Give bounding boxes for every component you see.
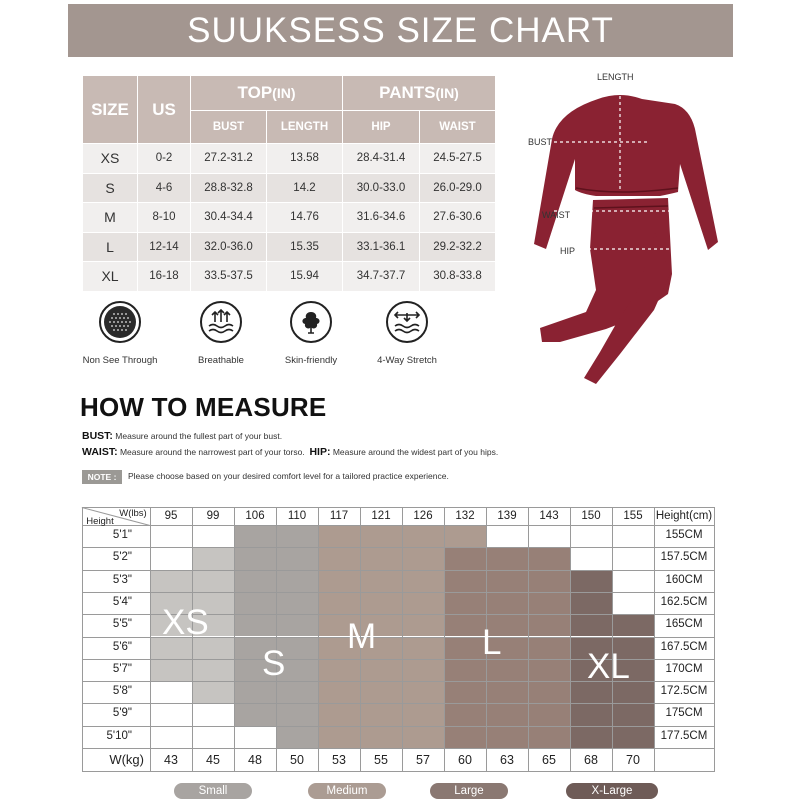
weight-lbs-header: 117 <box>329 510 349 522</box>
header-top: TOP(IN) <box>191 76 343 111</box>
height-cm-header: Height(cm) <box>655 510 713 522</box>
title-banner <box>68 4 733 57</box>
size-cell-s <box>276 681 318 703</box>
cell-us: 16-18 <box>138 262 191 292</box>
weight-kg-value: 55 <box>374 753 388 767</box>
size-cell-m <box>360 703 402 725</box>
size-cell-s <box>276 547 318 569</box>
weight-lbs-header: 110 <box>287 510 307 522</box>
size-cell-l <box>528 703 570 725</box>
grid-line <box>82 703 714 704</box>
size-cell-s <box>234 703 276 725</box>
weight-kg-value: 43 <box>164 753 178 767</box>
cell-waist: 30.8-33.8 <box>420 262 496 292</box>
label-length: LENGTH <box>597 72 634 82</box>
height-cm-label: 170CM <box>665 662 703 675</box>
grid-line <box>570 507 571 771</box>
cell-waist: 26.0-29.0 <box>420 173 496 203</box>
legend-pill-medium: Medium <box>308 783 386 799</box>
size-cell-l <box>444 681 486 703</box>
size-cell-s <box>276 703 318 725</box>
cell-size: M <box>83 203 138 233</box>
weight-lbs-header: 150 <box>581 510 601 522</box>
cell-bust: 28.8-32.8 <box>191 173 267 203</box>
weight-lbs-header: 99 <box>206 510 220 522</box>
size-cell-m <box>360 525 402 547</box>
height-cm-label: 165CM <box>665 618 703 631</box>
note-badge: NOTE : <box>82 470 122 484</box>
size-cell-l <box>528 614 570 636</box>
size-label-xs: XS <box>162 603 209 642</box>
grid-line <box>318 507 319 771</box>
skin-friendly-icon <box>289 300 333 344</box>
size-cell-xl <box>612 614 654 636</box>
cell-hip: 34.7-37.7 <box>343 262 420 292</box>
cell-us: 8-10 <box>138 203 191 233</box>
height-cm-label: 155CM <box>665 529 703 541</box>
stretch-icon <box>385 300 429 344</box>
size-cell-l <box>444 547 486 569</box>
label-bust: BUST <box>528 137 553 147</box>
legend-pill-small: Small <box>174 783 252 799</box>
outfit-drawing <box>520 64 760 399</box>
weight-kg-value: 57 <box>416 753 430 767</box>
size-cell-l <box>444 614 486 636</box>
cell-bust: 32.0-36.0 <box>191 232 267 262</box>
grid-line <box>82 525 714 526</box>
weight-kg-value: 60 <box>458 753 472 767</box>
size-cell-l <box>528 637 570 659</box>
cell-bust: 30.4-34.4 <box>191 203 267 233</box>
height-ft-label: 5'7" <box>112 662 132 675</box>
cell-bust: 33.5-37.5 <box>191 262 267 292</box>
size-cell-m <box>318 570 360 592</box>
feature-label: 4-Way Stretch <box>377 355 437 366</box>
legend-pill-x-large: X-Large <box>566 783 658 799</box>
size-cell-xs <box>192 570 234 592</box>
size-cell-l <box>528 726 570 748</box>
header-size: SIZE <box>83 76 138 144</box>
size-cell-m <box>402 592 444 614</box>
size-cell-xl <box>570 614 612 636</box>
height-ft-label: 5'9" <box>112 707 132 720</box>
height-cm-label: 162.5CM <box>660 595 708 608</box>
weight-kg-value: 63 <box>500 753 514 767</box>
grid-line <box>82 726 714 727</box>
size-cell-l <box>444 659 486 681</box>
grid-line <box>402 507 403 771</box>
size-cell-l <box>528 570 570 592</box>
size-cell-m <box>402 703 444 725</box>
grid-line <box>276 507 277 771</box>
feature-non-see-through <box>70 300 170 366</box>
size-cell-l <box>528 547 570 569</box>
header-us: US <box>138 76 191 144</box>
height-ft-label: 5'5" <box>112 618 132 631</box>
size-label-m: M <box>347 617 377 656</box>
height-ft-label: 5'4" <box>112 595 132 608</box>
size-cell-xs <box>192 547 234 569</box>
label-waist: WAIST <box>542 210 571 220</box>
feature-label: Breathable <box>198 355 244 366</box>
outfit-illustration <box>520 64 760 399</box>
weight-lbs-header: 126 <box>413 510 433 522</box>
weight-lbs-header: 143 <box>539 510 559 522</box>
size-cell-m <box>318 681 360 703</box>
height-ft-label: 5'3" <box>112 573 132 586</box>
size-cell-l <box>528 659 570 681</box>
size-row <box>83 232 496 262</box>
cell-waist: 24.5-27.5 <box>420 144 496 174</box>
size-cell-m <box>402 547 444 569</box>
corner-weight-label: W(lbs) <box>119 508 147 519</box>
height-cm-label: 175CM <box>665 707 703 720</box>
size-cell-m <box>318 525 360 547</box>
grid-line <box>82 570 714 571</box>
cell-length: 14.76 <box>267 203 343 233</box>
size-cell-m <box>402 659 444 681</box>
size-cell-m <box>318 703 360 725</box>
size-cell-xs <box>150 570 192 592</box>
size-label-l: L <box>482 623 502 662</box>
size-cell-l <box>444 637 486 659</box>
size-cell-m <box>402 726 444 748</box>
size-cell-m <box>318 547 360 569</box>
grid-line <box>82 547 714 548</box>
size-cell-xl <box>570 703 612 725</box>
cell-length: 15.35 <box>267 232 343 262</box>
height-cm-label: 177.5CM <box>660 729 708 742</box>
label-hip: HIP <box>560 246 576 256</box>
weight-lbs-header: 132 <box>455 510 475 522</box>
header-bust: BUST <box>191 111 267 144</box>
note-text: Please choose based on your desired comfort level for a tailored practice experience. <box>128 471 449 481</box>
corner-height-label: Height <box>86 516 114 527</box>
cell-length: 14.2 <box>267 173 343 203</box>
height-ft-label: 5'6" <box>112 640 132 653</box>
cell-us: 4-6 <box>138 173 191 203</box>
grid-line <box>444 507 445 771</box>
size-label-s: S <box>262 644 286 683</box>
weight-kg-value: 48 <box>248 753 262 767</box>
feature-4-way-stretch <box>357 300 457 366</box>
size-cell-l <box>528 681 570 703</box>
feature-breathable <box>171 300 271 366</box>
grid-line <box>714 507 715 772</box>
cell-hip: 28.4-31.4 <box>343 144 420 174</box>
height-ft-label: 5'2" <box>112 551 132 564</box>
grid-line <box>82 592 714 593</box>
size-cell-l <box>486 592 528 614</box>
cell-length: 15.94 <box>267 262 343 292</box>
height-ft-label: 5'10" <box>106 729 132 742</box>
size-cell-l <box>486 681 528 703</box>
size-cell-m <box>402 570 444 592</box>
cell-us: 12-14 <box>138 232 191 262</box>
weight-kg-value: 70 <box>626 753 640 767</box>
mesh-fabric-icon <box>98 300 142 344</box>
weight-lbs-header: 106 <box>245 510 265 522</box>
size-cell-xs <box>150 659 192 681</box>
size-cell-s <box>234 547 276 569</box>
size-cell-m <box>444 525 486 547</box>
feature-label: Skin-friendly <box>284 355 338 366</box>
page-title: SUUKSESS SIZE CHART <box>187 11 614 50</box>
size-table <box>82 75 496 292</box>
header-length: LENGTH <box>267 111 343 144</box>
grid-line <box>150 507 151 771</box>
cell-hip: 31.6-34.6 <box>343 203 420 233</box>
bust-instruction: BUST: Measure around the fullest part of your bust. <box>82 430 283 442</box>
size-row <box>83 203 496 233</box>
breathable-icon <box>199 300 243 344</box>
cell-size: XL <box>83 262 138 292</box>
grid-line <box>234 507 235 771</box>
size-cell-xl <box>570 726 612 748</box>
height-ft-label: 5'1" <box>112 529 132 541</box>
cell-waist: 29.2-32.2 <box>420 232 496 262</box>
grid-line <box>82 771 714 772</box>
cell-hip: 33.1-36.1 <box>343 232 420 262</box>
height-cm-label: 167.5CM <box>660 640 708 653</box>
legend-pill-large: Large <box>430 783 508 799</box>
weight-lbs-header: 139 <box>497 510 517 522</box>
size-cell-s <box>234 592 276 614</box>
grid-line <box>82 507 714 508</box>
feature-label: Non See Through <box>82 355 158 366</box>
how-to-measure-heading: HOW TO MEASURE <box>80 392 327 422</box>
header-waist: WAIST <box>420 111 496 144</box>
size-cell-xl <box>570 570 612 592</box>
size-cell-s <box>234 614 276 636</box>
header-hip: HIP <box>343 111 420 144</box>
cell-size: XS <box>83 144 138 174</box>
size-cell-l <box>528 592 570 614</box>
weight-lbs-header: 95 <box>164 510 178 522</box>
size-row <box>83 144 496 174</box>
size-cell-m <box>360 659 402 681</box>
size-cell-xs <box>192 681 234 703</box>
size-cell-s <box>276 570 318 592</box>
weight-kg-value: 68 <box>584 753 598 767</box>
size-cell-s <box>276 726 318 748</box>
size-cell-xl <box>570 592 612 614</box>
size-cell-l <box>444 703 486 725</box>
size-cell-s <box>234 681 276 703</box>
weight-kg-value: 45 <box>206 753 220 767</box>
size-cell-m <box>318 592 360 614</box>
size-cell-s <box>276 592 318 614</box>
size-cell-l <box>486 726 528 748</box>
size-cell-s <box>276 614 318 636</box>
size-cell-s <box>234 570 276 592</box>
size-cell-s <box>276 525 318 547</box>
size-cell-m <box>360 681 402 703</box>
height-cm-label: 160CM <box>665 573 703 586</box>
size-cell-xs <box>192 659 234 681</box>
size-cell-l <box>486 547 528 569</box>
weight-kg-value: 50 <box>290 753 304 767</box>
size-cell-m <box>318 726 360 748</box>
grid-line <box>82 748 714 749</box>
size-cell-l <box>486 703 528 725</box>
cell-bust: 27.2-31.2 <box>191 144 267 174</box>
cell-length: 13.58 <box>267 144 343 174</box>
size-label-xl: XL <box>587 647 630 686</box>
height-cm-label: 157.5CM <box>660 551 708 564</box>
size-cell-m <box>402 614 444 636</box>
size-row <box>83 173 496 203</box>
size-cell-m <box>360 570 402 592</box>
height-ft-label: 5'8" <box>112 685 132 698</box>
grid-line <box>612 507 613 771</box>
weight-lbs-header: 155 <box>623 510 643 522</box>
size-cell-m <box>360 726 402 748</box>
weight-kg-label: W(kg) <box>109 752 144 767</box>
height-cm-label: 172.5CM <box>660 685 708 698</box>
size-cell-m <box>360 592 402 614</box>
size-cell-l <box>444 592 486 614</box>
size-cell-m <box>360 547 402 569</box>
size-cell-l <box>486 570 528 592</box>
cell-us: 0-2 <box>138 144 191 174</box>
cell-hip: 30.0-33.0 <box>343 173 420 203</box>
size-cell-xl <box>612 726 654 748</box>
cell-waist: 27.6-30.6 <box>420 203 496 233</box>
weight-lbs-header: 121 <box>371 510 391 522</box>
weight-kg-value: 65 <box>542 753 556 767</box>
size-cell-m <box>402 637 444 659</box>
size-cell-xl <box>612 703 654 725</box>
size-cell-m <box>402 681 444 703</box>
waist-hip-instruction: WAIST: Measure around the narrowest part of your torso. HIP: Measure around the widest part of you hips. <box>82 446 499 458</box>
header-pants: PANTS(IN) <box>343 76 496 111</box>
size-cell-m <box>402 525 444 547</box>
feature-skin-friendly <box>261 300 361 366</box>
size-cell-l <box>444 570 486 592</box>
cell-size: S <box>83 173 138 203</box>
cell-size: L <box>83 232 138 262</box>
size-cell-l <box>444 726 486 748</box>
grid-line <box>528 507 529 771</box>
size-row <box>83 262 496 292</box>
weight-kg-value: 53 <box>332 753 346 767</box>
size-cell-m <box>318 659 360 681</box>
size-cell-s <box>234 525 276 547</box>
